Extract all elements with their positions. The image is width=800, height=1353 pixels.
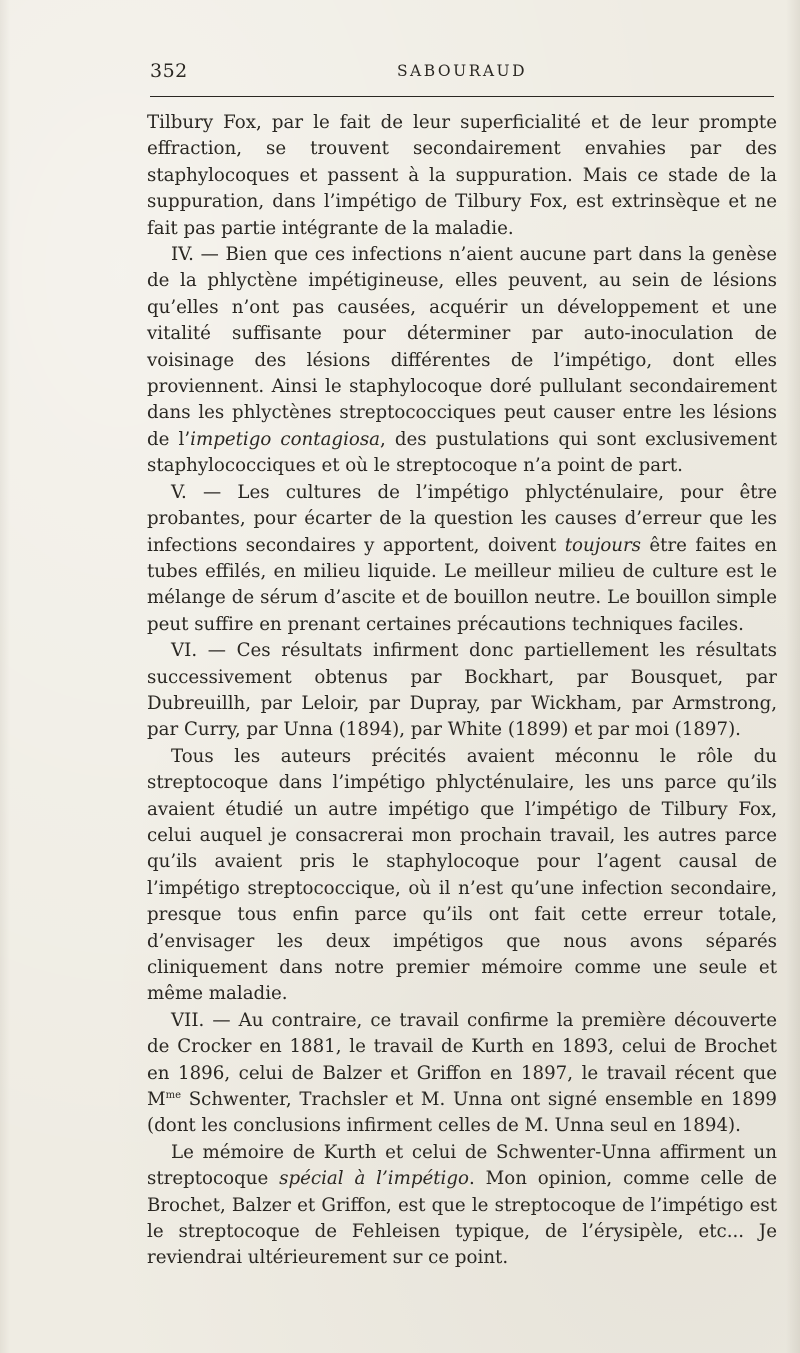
italic-run: spécial à l’impétigo [279,1168,469,1190]
paragraph [147,1008,777,1140]
running-head: SABOURAUD [396,62,528,80]
text-run: , des pustulations qui sont exclusivement staphylococciques et où le streptocoque n’a point de part. [147,428,778,477]
text-run: VII. — Au contraire, ce travail confirme la première découverte de Crocker en 1881, le travail de Kurth en 1893, celui de Brochet en 1896, celui de Balzer et Griffon en 1897, le travail récent que M [147,1009,777,1111]
page-number: 352 [150,60,188,82]
text-run: Schwenter, Trachsler et M. Unna ont signé ensemble en 1899 (dont les conclusions infirment celles de M. Unna seul en 1894). [147,1089,777,1137]
italic-run: toujours [564,534,642,556]
superscript-run: me [165,1090,182,1102]
text-run: . Mon opinion, comme celle de Brochet, Balzer et Griffon, est que le streptocoque de l’impétigo est le streptocoque de Fehleisen typique, de l’érysipèle, etc... Je reviendrai ultérieurement sur ce point. [147,1168,777,1269]
body-text [147,110,777,1272]
text-run: V. — Les cultures de l’impétigo phlycténulaire, pour être probantes, pour écarter de la question les causes d’erreur que les infections secondaires y apportent, doivent [147,481,777,556]
paragraph [147,1140,777,1272]
italic-run: impetigo contagiosa [190,428,381,450]
page-header [150,60,774,90]
paragraph [147,110,777,242]
paragraph [147,638,777,744]
text-run: être faites en tubes effilés, en milieu liquide. Le meilleur milieu de culture est le mélange de sérum d’ascite et de bouillon neutre. Le bouillon simple peut suffire en prenant certaines précautions techniques faciles. [147,534,778,635]
paragraph [147,480,777,638]
text-run: Le mémoire de Kurth et celui de Schwenter-Unna affirment un streptocoque [147,1141,777,1190]
text-run: VI. — Ces résultats infirment donc partiellement les résultats successivement obtenus par Bockhart, par Bousquet, par Dubreuillh, par Leloir, par Dupray, par Wickham, par Armstrong, par Curry, par Unna (1894), par White (1899) et par moi (1897). [147,640,777,741]
scan-edge-shadow-right [786,0,800,1353]
paragraph [147,744,777,1008]
header-rule [150,96,774,97]
text-run: Tilbury Fox, par le fait de leur superficialité et de leur prompte effraction, se trouvent secondairement envahies par des staphylocoques et passent à la suppuration. Mais ce stade de la suppuration, dans l’impétigo de Tilbury Fox, est extrinsèque et ne fait pas partie intégrante de la maladie. [147,112,777,239]
paragraph [147,242,777,480]
scan-edge-shadow-left [0,0,10,1353]
text-run: Tous les auteurs précités avaient méconnu le rôle du streptocoque dans l’impétigo phlycténulaire, les uns parce qu’ils avaient étudié un autre impétigo que l’impétigo de Tilbury Fox, celui auquel je consacrerai mon prochain travail, les autres parce qu’ils avaient pris le staphylocoque pour l’agent causal de l’impétigo streptococcique, où il n’est qu’une infection secondaire, presque tous enfin parce qu’ils ont fait cette erreur totale, d’envisager les deux impétigos que nous avons séparés cliniquement dans notre premier mémoire comme une seule et même maladie. [147,745,777,1005]
text-run: IV. — Bien que ces infections n’aient aucune part dans la genèse de la phlyctène impétigineuse, elles peuvent, au sein de lésions qu’elles n’ont pas causées, acquérir un développement et une vitalité suffisante pour déterminer par auto-inoculation de voisinage des lésions différentes de l’impétigo, dont elles proviennent. Ainsi le staphylocoque doré pullulant secondairement dans les phlyctènes streptococciques peut causer entre les lésions de l’ [147,244,777,450]
